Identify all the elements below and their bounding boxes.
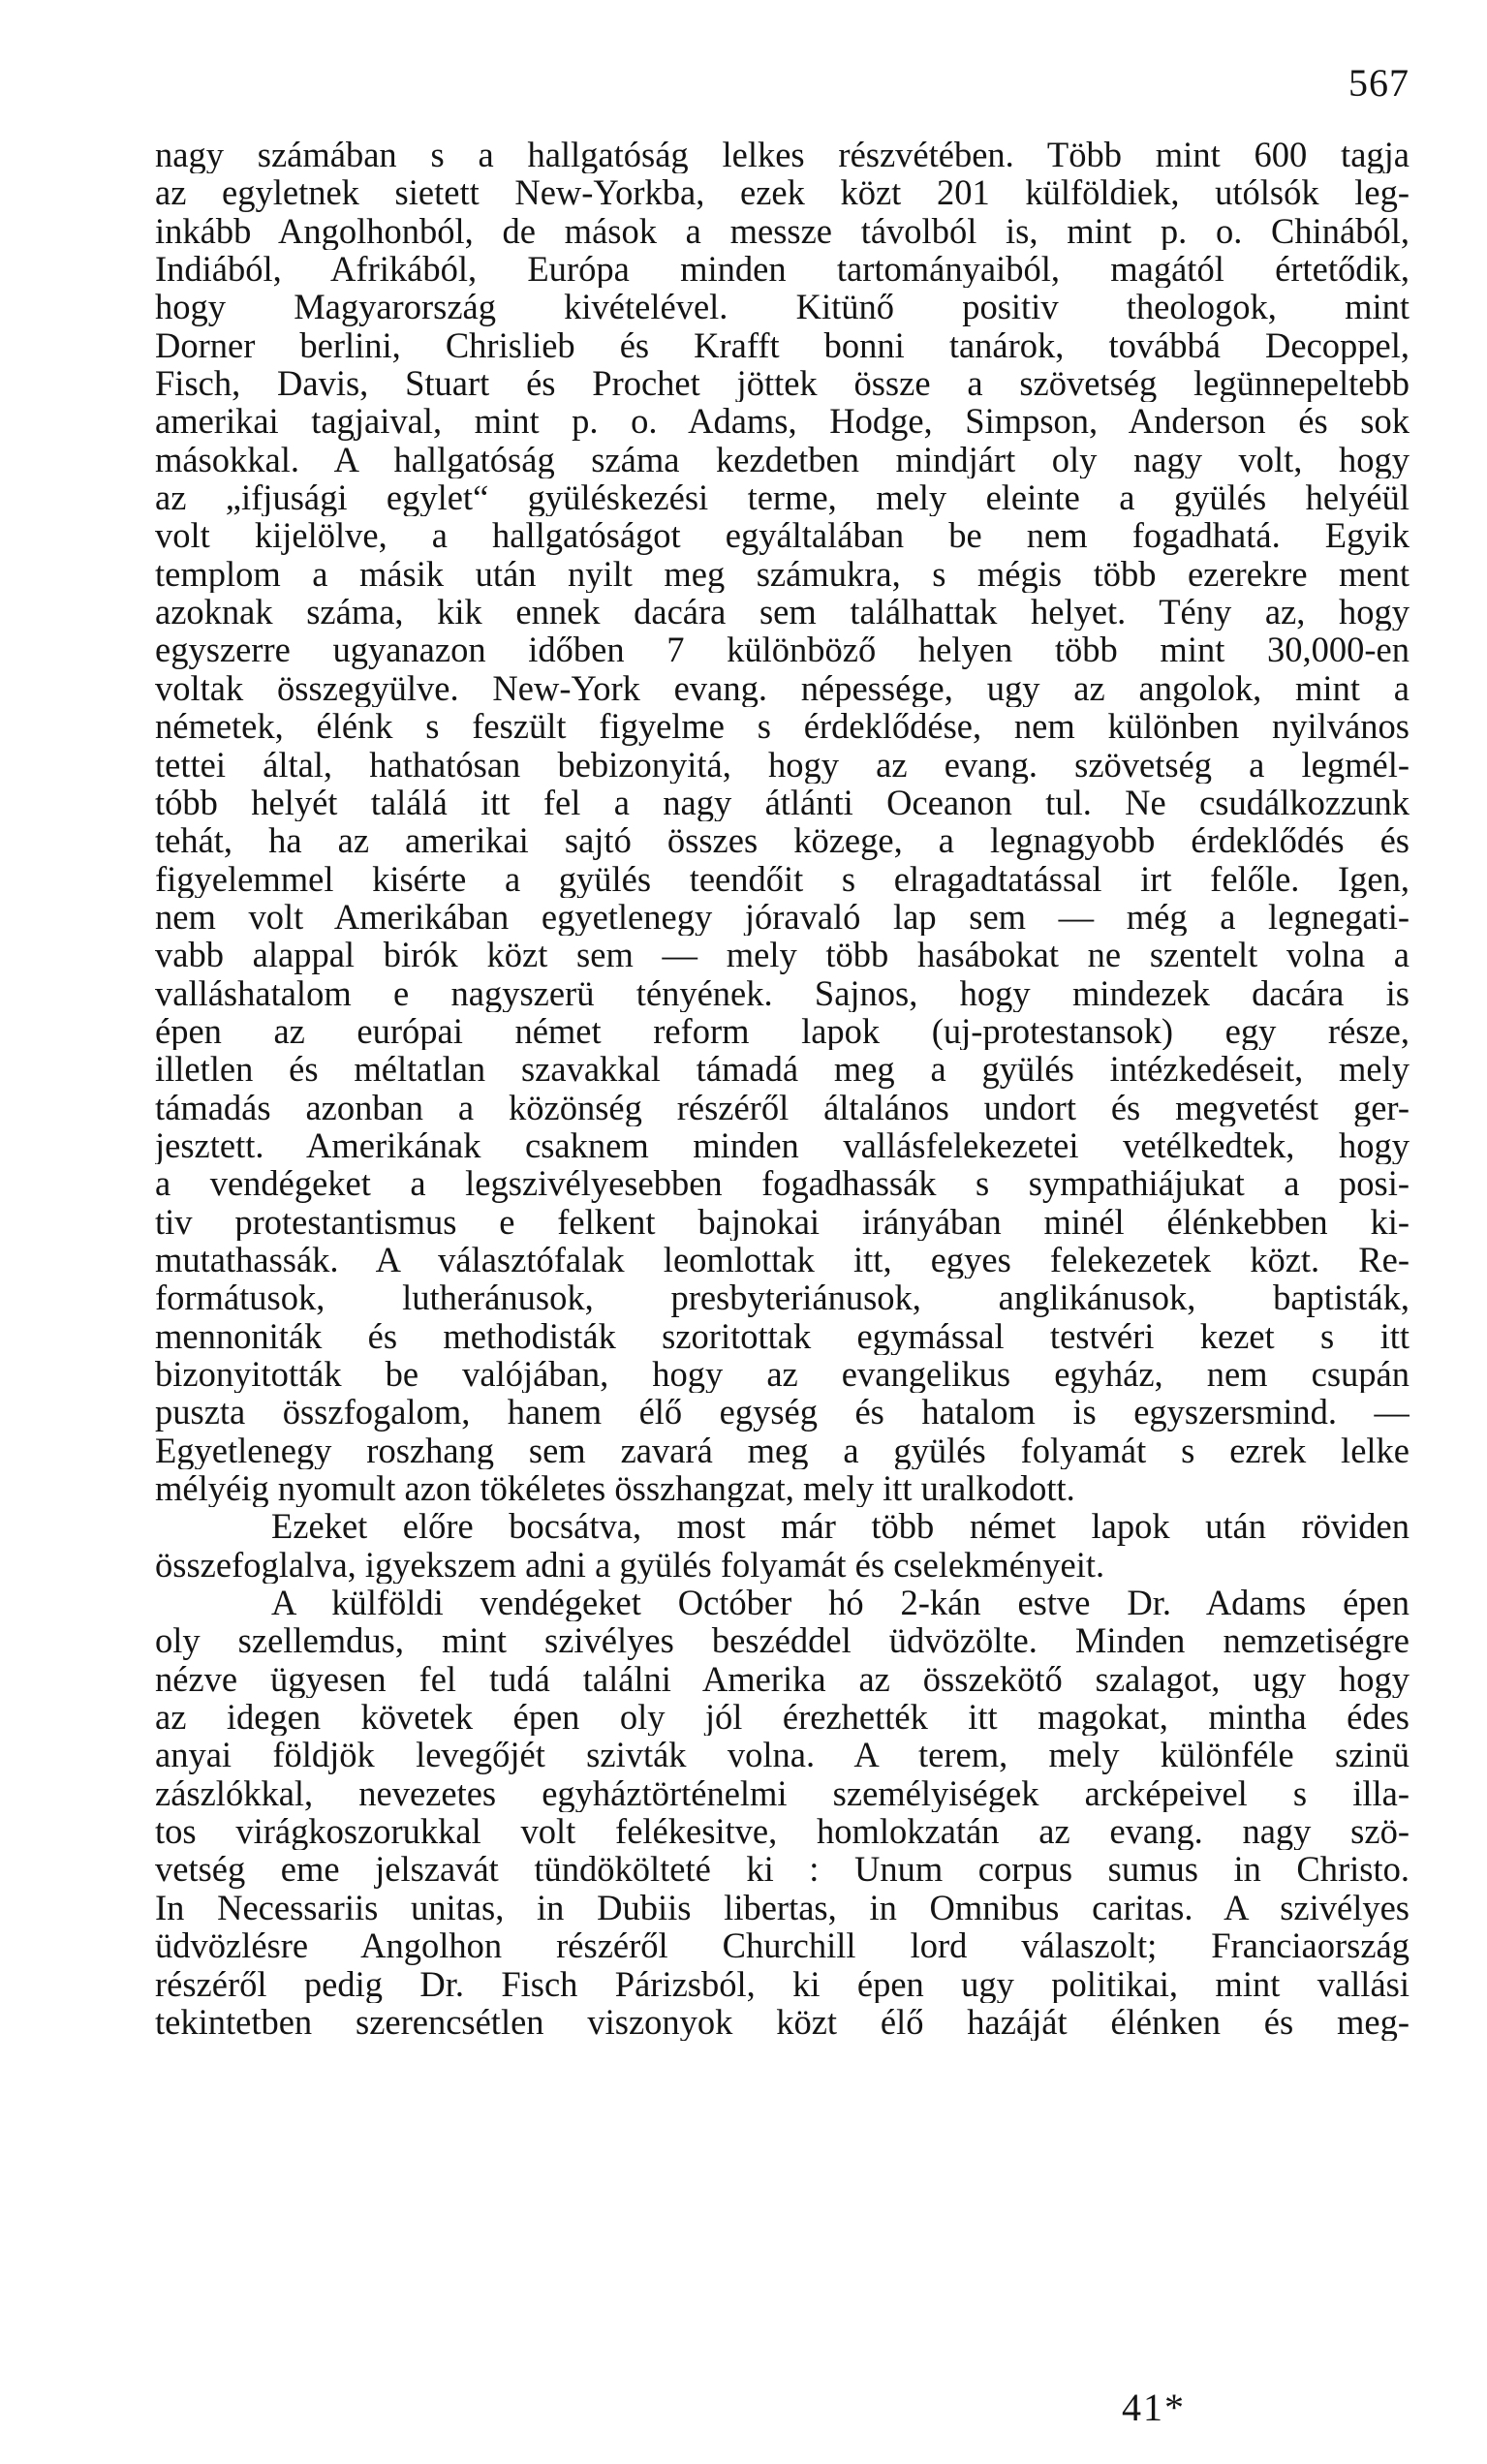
text-line: tóbb helyét találá itt fel a nagy átlánti Oceanon tul. Ne csudálkozzunk	[155, 783, 1410, 822]
text-line: bizonyitották be valójában, hogy az evangelikus egyház, nem csupán	[155, 1355, 1410, 1394]
text-line: Dorner berlini, Chrislieb és Krafft bonni tanárok, továbbá Decoppel,	[155, 325, 1410, 365]
text-line: tos virágkoszorukkal volt felékesitve, homlokzatán az evang. nagy szö-	[155, 1812, 1410, 1851]
text-line: illetlen és méltatlan szavakkal támadá meg a gyülés intézkedéseit, mely	[155, 1050, 1410, 1089]
text-line: zászlókkal, nevezetes egyháztörténelmi személyiségek arcképeivel s illa-	[155, 1773, 1410, 1813]
text-line: Egyetlenegy roszhang sem zavará meg a gyülés folyamát s ezrek lelke	[155, 1431, 1410, 1470]
text-line: tehát, ha az amerikai sajtó összes közege, a legnagyobb érdeklődés és	[155, 821, 1410, 860]
text-line: azoknak száma, kik ennek dacára sem találhattak helyet. Tény az, hogy	[155, 593, 1410, 631]
text-line: Ezeket előre bocsátva, most már több német lapok után röviden	[271, 1507, 1410, 1546]
text-line: mélyéig nyomult azon tökéletes összhangzat, mely itt uralkodott.	[155, 1469, 1075, 1508]
text-line: voltak összegyülve. New-York evang. népessége, ugy az angolok, mint a	[155, 668, 1410, 708]
text-line: az idegen követek épen oly jól érezhették itt magokat, mintha édes	[155, 1698, 1410, 1737]
text-line: Indiából, Afrikából, Európa minden tartományaiból, magától értetődik,	[155, 250, 1410, 289]
text-line: tettei által, hathatósan bebizonyitá, hogy az evang. szövetség a legmél-	[155, 745, 1410, 784]
text-line: templom a másik után nyilt meg számukra, s mégis több ezerekre ment	[155, 554, 1410, 594]
text-line: hogy Magyarország kivételével. Kitünő positiv theologok, mint	[155, 288, 1410, 326]
text-line: a vendégeket a legszivélyesebben fogadhassák s sympathiájukat a posi-	[155, 1164, 1410, 1203]
text-line: részéről pedig Dr. Fisch Párizsból, ki épen ugy politikai, mint vallási	[155, 1964, 1410, 2003]
text-line: anyai földjök levegőjét szivták volna. A terem, mely különféle szinü	[155, 1736, 1410, 1774]
text-line: figyelemmel kisérte a gyülés teendőit s elragadtatással irt felőle. Igen,	[155, 859, 1410, 898]
text-line: formátusok, lutheránusok, presbyteriánusok, anglikánusok, baptisták,	[155, 1278, 1410, 1317]
text-line: üdvözlésre Angolhon részéről Churchill lord válaszolt; Franciaország	[155, 1926, 1410, 1965]
text-line: tiv protestantismus e felkent bajnokai irányában minél élénkebben ki-	[155, 1202, 1410, 1241]
text-line: inkább Angolhonból, de mások a messze távolból is, mint p. o. Chinából,	[155, 211, 1410, 251]
body-text	[155, 136, 1410, 2041]
signature-mark: 41*	[1122, 2386, 1186, 2429]
text-line: vetség eme jelszavát tündökölteté ki : Unum corpus sumus in Christo.	[155, 1850, 1410, 1889]
text-line: az „ifjusági egylet“ gyüléskezési terme, mely eleinte a gyülés helyéül	[155, 478, 1410, 517]
text-line: tekintetben szerencsétlen viszonyok közt élő hazáját élénken és meg-	[155, 2002, 1410, 2042]
text-line: volt kijelölve, a hallgatóságot egyáltalában be nem fogadhatá. Egyik	[155, 516, 1410, 555]
text-line: összefoglalva, igyekszem adni a gyülés folyamát és cselekményeit.	[155, 1545, 1105, 1585]
text-line: jesztett. Amerikának csaknem minden vallásfelekezetei vetélkedtek, hogy	[155, 1125, 1410, 1165]
text-line: nézve ügyesen fel tudá találni Amerika az összekötő szalagot, ugy hogy	[155, 1659, 1410, 1699]
text-line: vabb alappal birók közt sem — mely több hasábokat ne szentelt volna a	[155, 936, 1410, 974]
text-line: oly szellemdus, mint szivélyes beszéddel üdvözölte. Minden nemzetiségre	[155, 1621, 1410, 1660]
text-line: amerikai tagjaival, mint p. o. Adams, Hodge, Simpson, Anderson és sok	[155, 402, 1410, 441]
text-line: In Necessariis unitas, in Dubiis libertas, in Omnibus caritas. A szivélyes	[155, 1888, 1410, 1927]
text-line: A külföldi vendégeket Octóber hó 2-kán estve Dr. Adams épen	[271, 1584, 1410, 1622]
text-line: épen az európai német reform lapok (uj-protestansok) egy része,	[155, 1011, 1410, 1051]
text-line: puszta összfogalom, hanem élő egység és hatalom is egyszersmind. —	[155, 1393, 1410, 1432]
text-line: nagy számában s a hallgatóság lelkes részvétében. Több mint 600 tagja	[155, 136, 1410, 174]
text-line: Fisch, Davis, Stuart és Prochet jöttek össze a szövetség legünnepeltebb	[155, 364, 1410, 403]
text-line: mennoniták és methodisták szoritottak egymással testvéri kezet s itt	[155, 1316, 1410, 1355]
text-line: támadás azonban a közönség részéről általános undort és megvetést ger-	[155, 1088, 1410, 1126]
text-line: az egyletnek sietett New-Yorkba, ezek közt 201 külföldiek, utólsók leg-	[155, 173, 1410, 212]
page-number: 567	[1348, 61, 1410, 105]
text-line: nem volt Amerikában egyetlenegy jóravaló lap sem — még a legnegati-	[155, 897, 1410, 937]
text-line: valláshatalom e nagyszerü tényének. Sajnos, hogy mindezek dacára is	[155, 973, 1410, 1012]
text-line: egyszerre ugyanazon időben 7 különböző helyen több mint 30,000-en	[155, 631, 1410, 669]
text-line: másokkal. A hallgatóság száma kezdetben mindjárt oly nagy volt, hogy	[155, 440, 1410, 479]
text-line: németek, élénk s feszült figyelme s érdeklődése, nem különben nyilvános	[155, 707, 1410, 746]
text-line: mutathassák. A választófalak leomlottak itt, egyes felekezetek közt. Re-	[155, 1240, 1410, 1279]
